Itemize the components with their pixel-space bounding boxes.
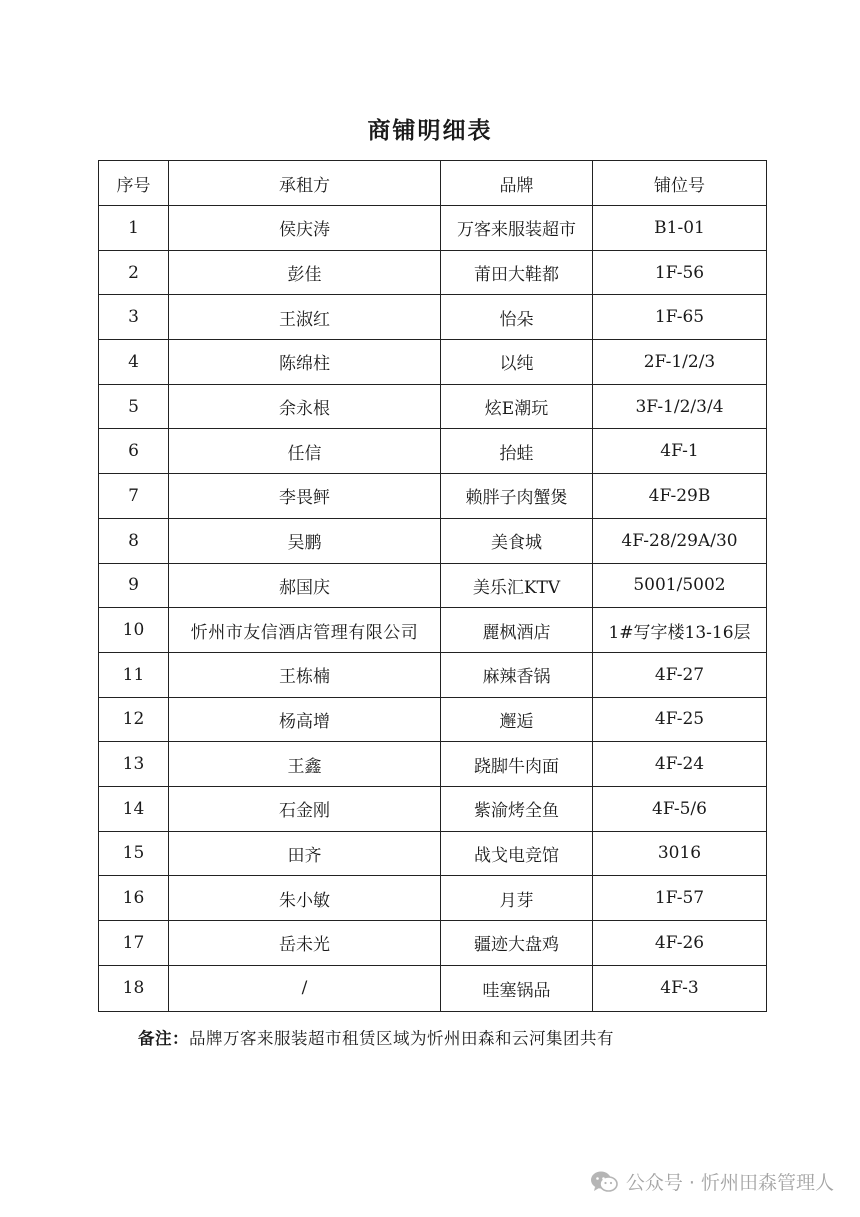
cell-brand: 以纯 — [441, 340, 593, 385]
cell-tenant: 余永根 — [169, 384, 441, 429]
cell-unit: 4F-24 — [593, 742, 767, 787]
watermark — [590, 1168, 834, 1195]
table-row — [99, 742, 767, 787]
page-title: 商铺明细表 — [367, 117, 493, 144]
remark-label: 备注： — [138, 1029, 189, 1048]
cell-no: 3 — [99, 295, 169, 340]
cell-no: 4 — [99, 340, 169, 385]
table-row — [99, 340, 767, 385]
table-row — [99, 831, 767, 876]
cell-tenant: 石金刚 — [169, 786, 441, 831]
cell-unit: 4F-1 — [593, 429, 767, 474]
cell-unit: 4F-5/6 — [593, 786, 767, 831]
cell-brand: 万客来服装超市 — [441, 206, 593, 251]
cell-tenant: 杨高增 — [169, 697, 441, 742]
cell-no: 14 — [99, 786, 169, 831]
cell-no: 18 — [99, 965, 169, 1011]
table-row — [99, 518, 767, 563]
cell-brand: 炫E潮玩 — [441, 384, 593, 429]
cell-brand: 哇塞锅品 — [441, 965, 593, 1011]
cell-tenant: 王栋楠 — [169, 652, 441, 697]
cell-brand: 美乐汇KTV — [441, 563, 593, 608]
cell-unit: 1F-56 — [593, 250, 767, 295]
table-row — [99, 786, 767, 831]
cell-brand: 邂逅 — [441, 697, 593, 742]
cell-brand: 怡朵 — [441, 295, 593, 340]
cell-no: 16 — [99, 876, 169, 921]
cell-tenant: 朱小敏 — [169, 876, 441, 921]
cell-no: 2 — [99, 250, 169, 295]
cell-tenant: 田齐 — [169, 831, 441, 876]
cell-unit: 4F-25 — [593, 697, 767, 742]
table-row — [99, 965, 767, 1011]
table-header-row — [99, 161, 767, 206]
cell-tenant: 王淑红 — [169, 295, 441, 340]
cell-unit: 1#写字楼13-16层 — [593, 608, 767, 653]
cell-tenant: 侯庆涛 — [169, 206, 441, 251]
cell-brand: 跷脚牛肉面 — [441, 742, 593, 787]
cell-unit: 4F-27 — [593, 652, 767, 697]
remark-note — [138, 1025, 614, 1049]
cell-tenant: 忻州市友信酒店管理有限公司 — [169, 608, 441, 653]
cell-unit: 1F-65 — [593, 295, 767, 340]
cell-no: 11 — [99, 652, 169, 697]
cell-tenant: / — [169, 965, 441, 1011]
table-row — [99, 474, 767, 519]
cell-tenant: 岳未光 — [169, 921, 441, 966]
table-row — [99, 608, 767, 653]
cell-brand: 麗枫酒店 — [441, 608, 593, 653]
cell-unit: 4F-3 — [593, 965, 767, 1011]
cell-brand: 赖胖子肉蟹煲 — [441, 474, 593, 519]
cell-no: 10 — [99, 608, 169, 653]
table-row — [99, 295, 767, 340]
cell-no: 1 — [99, 206, 169, 251]
cell-unit: 2F-1/2/3 — [593, 340, 767, 385]
cell-tenant: 吴鹏 — [169, 518, 441, 563]
cell-unit: 3016 — [593, 831, 767, 876]
cell-no: 7 — [99, 474, 169, 519]
header-unit: 铺位号 — [593, 161, 767, 206]
wechat-icon — [590, 1170, 618, 1194]
cell-unit: B1-01 — [593, 206, 767, 251]
cell-brand: 麻辣香锅 — [441, 652, 593, 697]
cell-unit: 3F-1/2/3/4 — [593, 384, 767, 429]
header-no: 序号 — [99, 161, 169, 206]
cell-brand: 美食城 — [441, 518, 593, 563]
cell-tenant: 王鑫 — [169, 742, 441, 787]
cell-brand: 莆田大鞋都 — [441, 250, 593, 295]
table-row — [99, 250, 767, 295]
shop-table — [98, 160, 767, 1012]
cell-unit: 4F-26 — [593, 921, 767, 966]
cell-no: 12 — [99, 697, 169, 742]
cell-tenant: 任信 — [169, 429, 441, 474]
remark-text: 品牌万客来服装超市租赁区域为忻州田森和云河集团共有 — [189, 1029, 614, 1048]
cell-unit: 1F-57 — [593, 876, 767, 921]
cell-unit: 4F-29B — [593, 474, 767, 519]
header-tenant: 承租方 — [169, 161, 441, 206]
table-row — [99, 921, 767, 966]
cell-unit: 5001/5002 — [593, 563, 767, 608]
cell-tenant: 彭佳 — [169, 250, 441, 295]
cell-brand: 战戈电竞馆 — [441, 831, 593, 876]
table-row — [99, 697, 767, 742]
cell-unit: 4F-28/29A/30 — [593, 518, 767, 563]
cell-no: 8 — [99, 518, 169, 563]
table-row — [99, 876, 767, 921]
cell-brand: 月芽 — [441, 876, 593, 921]
cell-no: 9 — [99, 563, 169, 608]
table-row — [99, 206, 767, 251]
cell-brand: 紫渝烤全鱼 — [441, 786, 593, 831]
cell-tenant: 郝国庆 — [169, 563, 441, 608]
cell-no: 17 — [99, 921, 169, 966]
cell-no: 13 — [99, 742, 169, 787]
table-row — [99, 652, 767, 697]
cell-tenant: 李畏鲆 — [169, 474, 441, 519]
cell-tenant: 陈绵柱 — [169, 340, 441, 385]
cell-no: 5 — [99, 384, 169, 429]
cell-no: 6 — [99, 429, 169, 474]
cell-no: 15 — [99, 831, 169, 876]
cell-brand: 疆迹大盘鸡 — [441, 921, 593, 966]
header-brand: 品牌 — [441, 161, 593, 206]
table-row — [99, 384, 767, 429]
watermark-text: 公众号 · 忻州田森管理人 — [625, 1172, 834, 1194]
table-row — [99, 429, 767, 474]
cell-brand: 抬蛙 — [441, 429, 593, 474]
table-row — [99, 563, 767, 608]
